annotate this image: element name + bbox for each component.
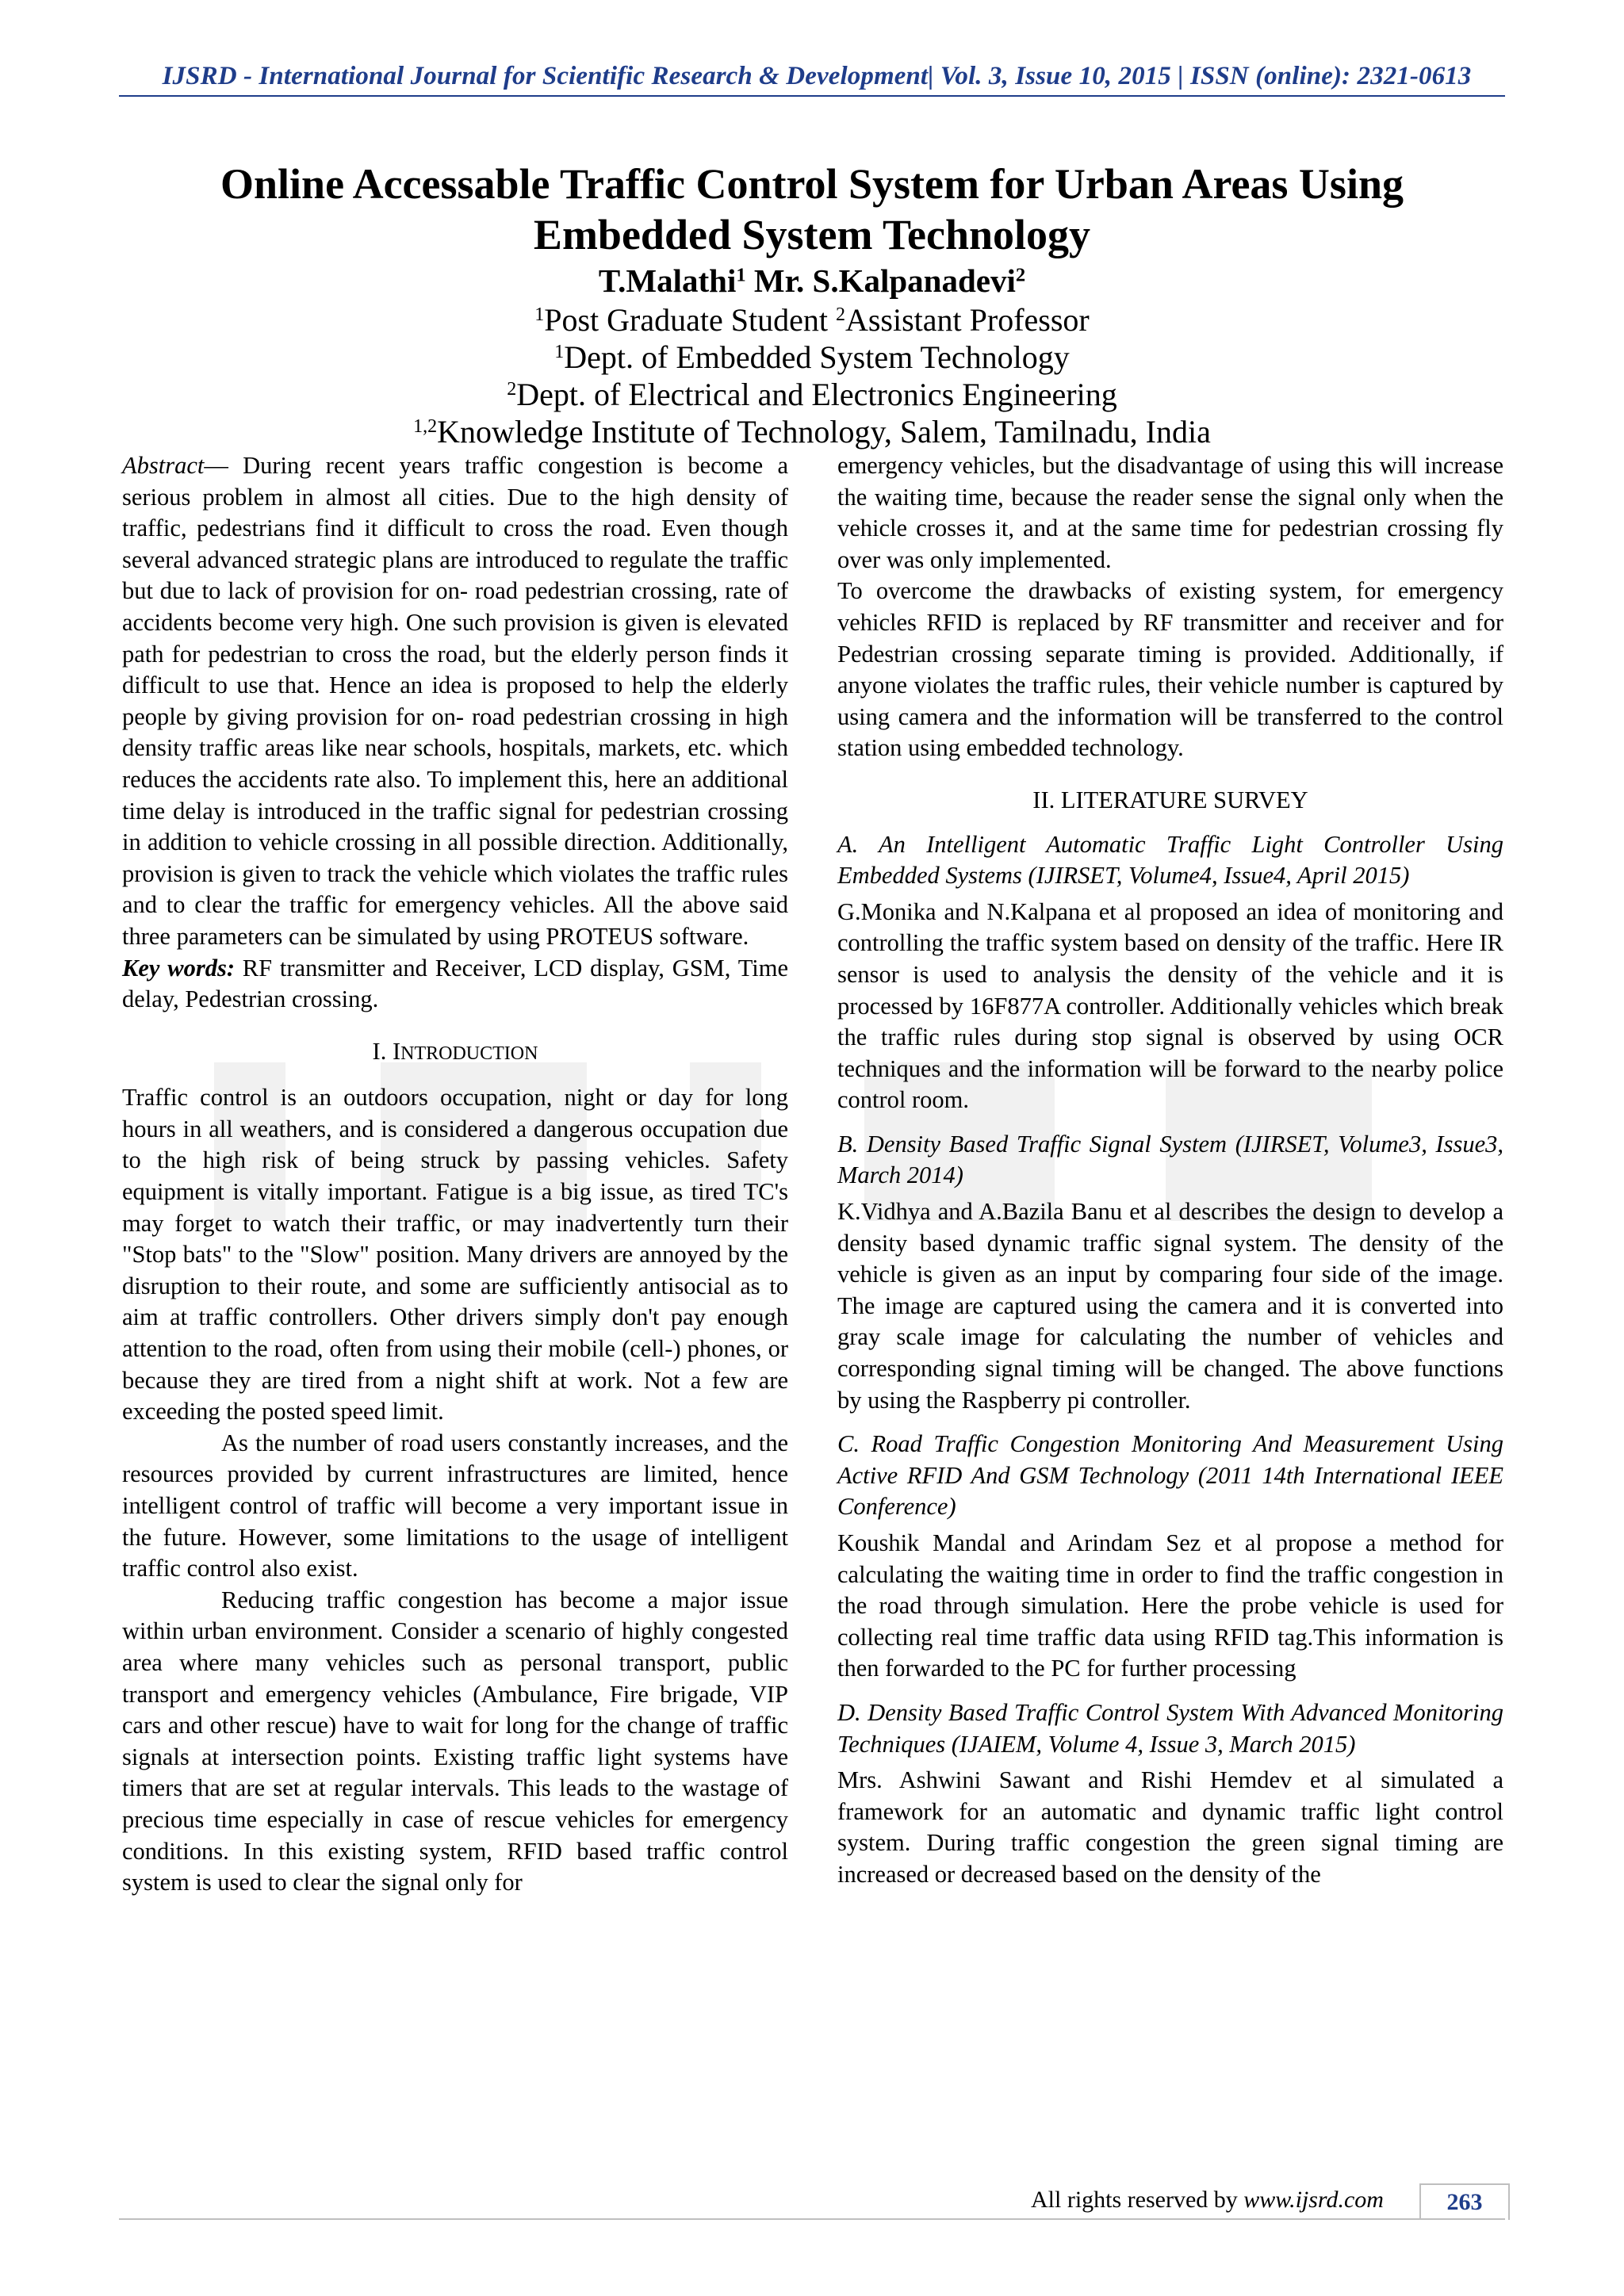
intro-paragraph-3: Reducing traffic congestion has become a major issue within urban environment. Consider a scenario of highly congested area where many vehicles such as personal transport, public transport and emergency vehicles (Ambulance, Fire brigade, VIP cars and other rescue) have to wait for long for the change of traffic signals at intersection points. Existing traffic light systems have timers that are set at regular intervals. This leads to the wastage of precious time especially in case of rescue vehicles for emergency conditions. In this existing system, RFID based traffic control system is used to clear the signal only for	[122, 1586, 788, 1896]
subsection-b-text: K.Vidhya and A.Bazila Banu et al describes the design to develop a density based dynamic traffic signal system. The density of the vehicle is given as an input by comparing four side of the image. The image are captured using the camera and it is converted into gray scale image for calculating the number of vehicles and corresponding signal timing will be changed. The above functions by using the Raspberry pi controller.	[837, 1198, 1503, 1414]
page-number: 263	[1419, 2183, 1510, 2220]
footer-text: All rights reserved by	[1031, 2187, 1244, 2213]
author-2: Mr. S.Kalpanadevi	[745, 262, 1016, 299]
authors	[119, 260, 1505, 301]
abstract-label: Abstract	[122, 452, 205, 479]
affil-text: Post Graduate Student	[544, 302, 836, 338]
section-heading-introduction	[122, 1036, 788, 1070]
section-rest: NTRODUCTION	[400, 1043, 538, 1064]
subsection-a-text: G.Monika and N.Kalpana et al proposed an idea of monitoring and controlling the traffic system based on density of the traffic. Here IR sensor is used to analysis the density of the vehicle and it is processed by 16F877A controller. Additionally vehicles which break the traffic rules during stop signal is observed by using OCR techniques and the information will be forward to the nearby police control room.	[837, 897, 1503, 1114]
affil-sup: 1,2	[413, 415, 438, 437]
subsection-c-text: Koushik Mandal and Arindam Sez et al propose a method for calculating the waiting time in order to find the traffic congestion in the road through simulation. Here the probe vehicle is used for collecting real time traffic data using RFID tag.This information is then forwarded to the PC for further processing	[837, 1529, 1503, 1682]
affil-sup: 1	[534, 304, 545, 325]
section-number: I.	[372, 1037, 393, 1065]
subsection-d-heading: D. Density Based Traffic Control System With Advanced Monitoring Techniques (IJAIEM, Volume 4, Issue 3, March 2015)	[837, 1698, 1503, 1758]
intro-paragraph-4: emergency vehicles, but the disadvantage of using this will increase the waiting time, because the reader sense the signal only when the vehicle crosses it, and at the same time for pedestrian crossing fly over was only implemented.	[837, 452, 1503, 573]
subsection-c-heading: C. Road Traffic Congestion Monitoring And Measurement Using Active RFID And GSM Technology (2011 14th International IEEE Conference)	[837, 1430, 1503, 1521]
subsection-a-heading: A. An Intelligent Automatic Traffic Light Controller Using Embedded Systems (IJIRSET, Volume4, Issue4, April 2015)	[837, 830, 1503, 890]
intro-paragraph-1: Traffic control is an outdoors occupation, night or day for long hours in all weathers, and is considered a dangerous occupation due to the high risk of being struck by passing vehicles. Safety equipment is vitally important. Fatigue is a big issue, as tired TC's may forget to watch their traffic, or may inadvertently turn their "Stop bats" to the "Slow" position. Many drivers are annoyed by the disruption to their route, and some are sufficiently antisocial as to aim at traffic controllers. Other drivers simply don't pay enough attention to the road, often from using their mobile (cell-) phones, or because they are tired from a night shift at work. Not a few are exceeding the posted speed limit.	[122, 1084, 788, 1425]
footer-rights	[1031, 2187, 1384, 2214]
title-block	[119, 159, 1505, 450]
author-1: T.Malathi	[598, 262, 737, 299]
running-header: IJSRD - International Journal for Scientific Research & Development| Vol. 3, Issue 10, 2015 | ISSN (online): 2321-0613	[162, 62, 1472, 90]
affil-sup: 1	[554, 341, 565, 362]
subsection-b-heading: B. Density Based Traffic Signal System (IJIRSET, Volume3, Issue3, March 2014)	[837, 1130, 1503, 1189]
affil-text: Dept. of Embedded System Technology	[564, 339, 1070, 375]
author-2-sup: 2	[1015, 264, 1026, 286]
affiliation-line-1	[119, 301, 1505, 339]
footer-rule	[119, 2218, 1505, 2220]
affiliation-line-3	[119, 376, 1505, 413]
right-column	[837, 450, 1503, 1891]
intro-paragraph-2: As the number of road users constantly increases, and the resources provided by current infrastructures are limited, hence intelligent control of traffic will become a very important issue in the future. However, some limitations to the usage of intelligent traffic control also exist.	[122, 1429, 788, 1582]
intro-paragraph-5: To overcome the drawbacks of existing system, for emergency vehicles RFID is replaced by RF transmitter and receiver and for Pedestrian crossing separate timing is provided. Additionally, if anyone violates the traffic rules, their vehicle number is captured by using camera and the information will be transferred to the control station using embedded technology.	[837, 577, 1503, 762]
affil-text: Assistant Professor	[845, 302, 1090, 338]
left-column	[122, 450, 788, 1899]
paper-title-line-1: Online Accessable Traffic Control System for Urban Areas Using	[220, 160, 1404, 208]
author-1-sup: 1	[736, 264, 746, 286]
footer-link[interactable]: www.ijsrd.com	[1243, 2187, 1384, 2213]
header-rule	[119, 95, 1505, 97]
abstract	[122, 450, 788, 953]
affil-text: Knowledge Institute of Technology, Salem, Tamilnadu, India	[437, 414, 1211, 450]
affiliation-line-4	[119, 413, 1505, 450]
paper-title-line-2: Embedded System Technology	[533, 211, 1091, 258]
keywords-label: Key words:	[122, 954, 235, 982]
section-cap: I	[392, 1037, 401, 1065]
keywords	[122, 953, 788, 1016]
subsection-d-text: Mrs. Ashwini Sawant and Rishi Hemdev et al simulated a framework for an automatic and dynamic traffic light control system. During traffic congestion the green signal timing are increased or decreased based on the density of the	[837, 1766, 1503, 1888]
affil-sup: 2	[507, 378, 517, 400]
affiliation-line-2	[119, 339, 1505, 376]
section-heading-literature: II. LITERATURE SURVEY	[1032, 786, 1308, 813]
abstract-text: — During recent years traffic congestion is become a serious problem in almost all cities. Due to the high density of traffic, pedestrians find it difficult to cross the road. Even though several advanced strategic plans are introduced to regulate the traffic but due to lack of provision for on- road pedestrian crossing, rate of accidents become very high. One such provision is given is elevated path for pedestrian to cross the road, but the elderly person finds it difficult to use that. Hence an idea is proposed to help the elderly people by giving provision for on- road pedestrian crossing in high density traffic areas like near schools, hospitals, markets, etc. which reduces the accidents rate also. To implement this, here an additional time delay is introduced in the traffic signal for pedestrian crossing in addition to vehicle crossing in all possible direction. Additionally, provision is given to track the vehicle which violates the traffic rules and to clear the traffic for emergency vehicles. All the above said three parameters can be simulated by using PROTEUS software.	[122, 452, 788, 950]
affil-sup: 2	[835, 304, 845, 325]
affil-text: Dept. of Electrical and Electronics Engineering	[516, 377, 1117, 412]
keywords-text: RF transmitter and Receiver, LCD display, GSM, Time delay, Pedestrian crossing.	[122, 954, 788, 1013]
